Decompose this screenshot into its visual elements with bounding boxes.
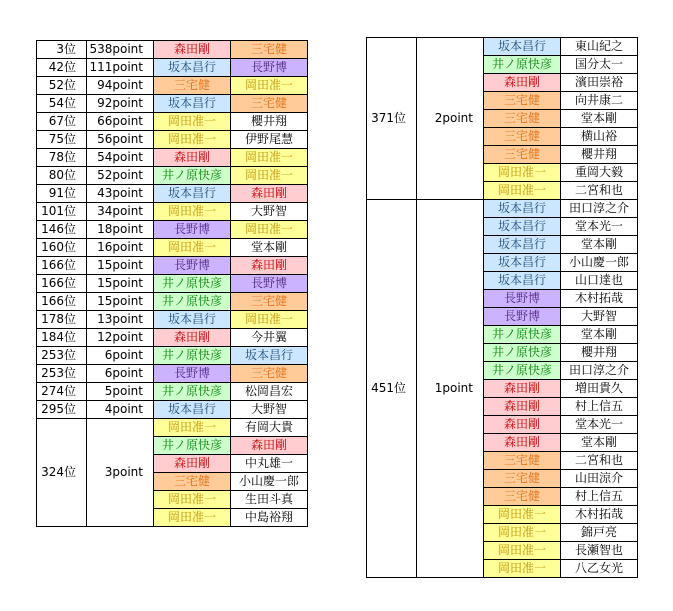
partner-cell: 岡田准一 (231, 149, 308, 167)
member-cell: 坂本昌行 (484, 218, 561, 236)
partner-cell: 木村拓哉 (561, 506, 638, 524)
partner-cell: 小山慶一郎 (231, 473, 308, 491)
partner-cell: 堂本光一 (561, 218, 638, 236)
member-cell: 岡田准一 (154, 509, 231, 527)
partner-cell: 堂本剛 (561, 236, 638, 254)
rank-cell: 253位 (37, 365, 87, 383)
rank-cell: 178位 (37, 311, 87, 329)
table-row (37, 275, 308, 293)
rank-cell: 54位 (37, 95, 87, 113)
table-row (37, 149, 308, 167)
table-row (37, 131, 308, 149)
points-cell: 6point (87, 347, 154, 365)
rank-cell: 274位 (37, 383, 87, 401)
points-cell: 1point (417, 200, 484, 578)
member-cell: 坂本昌行 (484, 38, 561, 56)
table-row (37, 77, 308, 95)
member-cell: 三宅健 (484, 452, 561, 470)
member-cell: 井ノ原快彦 (484, 362, 561, 380)
table-row (37, 383, 308, 401)
rank-cell: 75位 (37, 131, 87, 149)
member-cell: 森田剛 (484, 74, 561, 92)
table-row (37, 167, 308, 185)
member-cell: 坂本昌行 (154, 401, 231, 419)
partner-cell: 今井翼 (231, 329, 308, 347)
partner-cell: 向井康二 (561, 92, 638, 110)
table-row (37, 95, 308, 113)
member-cell: 長野博 (484, 290, 561, 308)
table-row (37, 257, 308, 275)
member-cell: 井ノ原快彦 (484, 344, 561, 362)
member-cell: 三宅健 (484, 92, 561, 110)
points-cell: 3point (87, 419, 154, 527)
partner-cell: 国分太一 (561, 56, 638, 74)
member-cell: 三宅健 (154, 473, 231, 491)
table-row (37, 41, 308, 59)
points-cell: 43point (87, 185, 154, 203)
points-cell: 15point (87, 275, 154, 293)
partner-cell: 重岡大毅 (561, 164, 638, 182)
points-cell: 13point (87, 311, 154, 329)
partner-cell: 堂本剛 (561, 110, 638, 128)
member-cell: 坂本昌行 (154, 185, 231, 203)
table-row (367, 200, 638, 218)
partner-cell: 森田剛 (231, 185, 308, 203)
points-cell: 4point (87, 401, 154, 419)
table-row (37, 347, 308, 365)
rank-cell: 146位 (37, 221, 87, 239)
member-cell: 坂本昌行 (154, 59, 231, 77)
member-cell: 坂本昌行 (154, 311, 231, 329)
member-cell: 長野博 (484, 308, 561, 326)
member-cell: 三宅健 (154, 77, 231, 95)
member-cell: 三宅健 (484, 470, 561, 488)
partner-cell: 横山裕 (561, 128, 638, 146)
rank-cell: 184位 (37, 329, 87, 347)
partner-cell: 二宮和也 (561, 452, 638, 470)
rank-cell: 3位 (37, 41, 87, 59)
member-cell: 森田剛 (484, 416, 561, 434)
partner-cell: 岡田准一 (231, 221, 308, 239)
member-cell: 井ノ原快彦 (154, 383, 231, 401)
points-cell: 16point (87, 239, 154, 257)
member-cell: 坂本昌行 (484, 272, 561, 290)
partner-cell: 坂本昌行 (231, 347, 308, 365)
table-row (37, 113, 308, 131)
member-cell: 三宅健 (484, 488, 561, 506)
table-row (37, 239, 308, 257)
points-cell: 66point (87, 113, 154, 131)
partner-cell: 八乙女光 (561, 560, 638, 578)
partner-cell: 田口淳之介 (561, 362, 638, 380)
member-cell: 森田剛 (154, 41, 231, 59)
member-cell: 森田剛 (154, 329, 231, 347)
member-cell: 長野博 (154, 221, 231, 239)
partner-cell: 長瀬智也 (561, 542, 638, 560)
partner-cell: 森田剛 (231, 437, 308, 455)
member-cell: 岡田准一 (484, 524, 561, 542)
member-cell: 岡田准一 (154, 131, 231, 149)
table-row (37, 311, 308, 329)
partner-cell: 三宅健 (231, 95, 308, 113)
partner-cell: 岡田准一 (231, 311, 308, 329)
member-cell: 井ノ原快彦 (154, 167, 231, 185)
member-cell: 岡田准一 (154, 419, 231, 437)
points-cell: 538point (87, 41, 154, 59)
member-cell: 岡田准一 (154, 203, 231, 221)
partner-cell: 山田涼介 (561, 470, 638, 488)
partner-cell: 三宅健 (231, 365, 308, 383)
member-cell: 森田剛 (484, 434, 561, 452)
partner-cell: 櫻井翔 (561, 146, 638, 164)
member-cell: 三宅健 (484, 110, 561, 128)
table-row (37, 185, 308, 203)
table-row (37, 293, 308, 311)
rank-cell: 166位 (37, 275, 87, 293)
partner-cell: 二宮和也 (561, 182, 638, 200)
rank-cell: 295位 (37, 401, 87, 419)
member-cell: 坂本昌行 (484, 254, 561, 272)
rank-cell: 91位 (37, 185, 87, 203)
partner-cell: 小山慶一郎 (561, 254, 638, 272)
rank-cell: 451位 (367, 200, 417, 578)
table-row (37, 203, 308, 221)
partner-cell: 錦戸亮 (561, 524, 638, 542)
right-ranking-table (366, 37, 638, 578)
member-cell: 井ノ原快彦 (154, 275, 231, 293)
member-cell: 岡田准一 (484, 164, 561, 182)
member-cell: 岡田准一 (484, 560, 561, 578)
member-cell: 岡田准一 (484, 182, 561, 200)
partner-cell: 村上信五 (561, 488, 638, 506)
member-cell: 井ノ原快彦 (154, 293, 231, 311)
partner-cell: 堂本剛 (561, 326, 638, 344)
table-row (37, 401, 308, 419)
points-cell: 56point (87, 131, 154, 149)
partner-cell: 濱田崇裕 (561, 74, 638, 92)
rank-cell: 160位 (37, 239, 87, 257)
points-cell: 18point (87, 221, 154, 239)
partner-cell: 長野博 (231, 59, 308, 77)
points-cell: 92point (87, 95, 154, 113)
points-cell: 52point (87, 167, 154, 185)
partner-cell: 田口淳之介 (561, 200, 638, 218)
member-cell: 井ノ原快彦 (484, 326, 561, 344)
member-cell: 坂本昌行 (154, 95, 231, 113)
partner-cell: 木村拓哉 (561, 290, 638, 308)
partner-cell: 松岡昌宏 (231, 383, 308, 401)
partner-cell: 堂本光一 (561, 416, 638, 434)
partner-cell: 岡田准一 (231, 77, 308, 95)
member-cell: 坂本昌行 (484, 200, 561, 218)
rank-cell: 371位 (367, 38, 417, 200)
member-cell: 坂本昌行 (484, 236, 561, 254)
member-cell: 長野博 (154, 365, 231, 383)
partner-cell: 三宅健 (231, 293, 308, 311)
partner-cell: 大野智 (561, 308, 638, 326)
partner-cell: 岡田准一 (231, 167, 308, 185)
table-row (37, 419, 308, 437)
member-cell: 岡田准一 (154, 491, 231, 509)
points-cell: 5point (87, 383, 154, 401)
table-row (37, 365, 308, 383)
member-cell: 森田剛 (154, 149, 231, 167)
rank-cell: 253位 (37, 347, 87, 365)
partner-cell: 東山紀之 (561, 38, 638, 56)
partner-cell: 櫻井翔 (561, 344, 638, 362)
member-cell: 三宅健 (484, 146, 561, 164)
table-row (37, 329, 308, 347)
member-cell: 森田剛 (154, 455, 231, 473)
member-cell: 井ノ原快彦 (154, 437, 231, 455)
points-cell: 12point (87, 329, 154, 347)
partner-cell: 堂本剛 (231, 239, 308, 257)
partner-cell: 森田剛 (231, 257, 308, 275)
partner-cell: 中島裕翔 (231, 509, 308, 527)
member-cell: 三宅健 (484, 128, 561, 146)
points-cell: 6point (87, 365, 154, 383)
rank-cell: 166位 (37, 293, 87, 311)
points-cell: 94point (87, 77, 154, 95)
points-cell: 111point (87, 59, 154, 77)
table-row (37, 59, 308, 77)
points-cell: 54point (87, 149, 154, 167)
rank-cell: 42位 (37, 59, 87, 77)
member-cell: 森田剛 (484, 380, 561, 398)
partner-cell: 生田斗真 (231, 491, 308, 509)
points-cell: 2point (417, 38, 484, 200)
left-ranking-table (36, 40, 308, 527)
member-cell: 森田剛 (484, 398, 561, 416)
partner-cell: 増田貴久 (561, 380, 638, 398)
partner-cell: 堂本剛 (561, 434, 638, 452)
rank-cell: 166位 (37, 257, 87, 275)
table-row (37, 221, 308, 239)
table-row (367, 38, 638, 56)
rank-cell: 67位 (37, 113, 87, 131)
partner-cell: 山口達也 (561, 272, 638, 290)
partner-cell: 有岡大貴 (231, 419, 308, 437)
partner-cell: 村上信五 (561, 398, 638, 416)
member-cell: 岡田准一 (154, 113, 231, 131)
partner-cell: 大野智 (231, 401, 308, 419)
rank-cell: 324位 (37, 419, 87, 527)
points-cell: 15point (87, 293, 154, 311)
partner-cell: 三宅健 (231, 41, 308, 59)
member-cell: 長野博 (154, 257, 231, 275)
member-cell: 岡田准一 (484, 542, 561, 560)
points-cell: 15point (87, 257, 154, 275)
rank-cell: 101位 (37, 203, 87, 221)
partner-cell: 長野博 (231, 275, 308, 293)
member-cell: 岡田准一 (484, 506, 561, 524)
points-cell: 34point (87, 203, 154, 221)
partner-cell: 櫻井翔 (231, 113, 308, 131)
partner-cell: 伊野尾慧 (231, 131, 308, 149)
member-cell: 井ノ原快彦 (484, 56, 561, 74)
member-cell: 井ノ原快彦 (154, 347, 231, 365)
rank-cell: 80位 (37, 167, 87, 185)
member-cell: 岡田准一 (154, 239, 231, 257)
rank-cell: 78位 (37, 149, 87, 167)
partner-cell: 大野智 (231, 203, 308, 221)
rank-cell: 52位 (37, 77, 87, 95)
partner-cell: 中丸雄一 (231, 455, 308, 473)
